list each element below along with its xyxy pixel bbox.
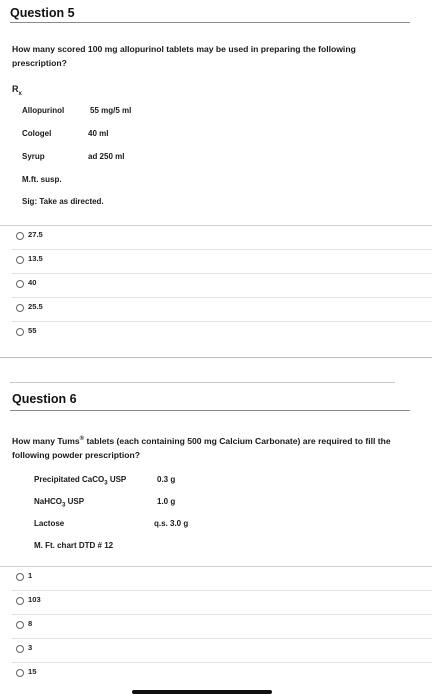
answer-option[interactable] <box>0 226 432 250</box>
radio-button[interactable] <box>16 256 24 264</box>
question-6-text-part: tablets (each containing 500 mg Calcium Carbonate) are required to fill the <box>84 435 391 446</box>
question-6-text-line2: following powder prescription? <box>12 449 140 460</box>
rx-ingredient-amount: q.s. 3.0 g <box>154 519 189 528</box>
radio-button[interactable] <box>16 328 24 336</box>
answer-option[interactable] <box>0 322 432 346</box>
rx-ingredient-amount: 55 mg/5 ml <box>90 106 132 115</box>
section-divider <box>0 357 432 358</box>
subscript: 3 <box>104 480 108 487</box>
rx-symbol: $R_x$ <box>12 84 22 97</box>
answer-option-label: 1 <box>28 571 33 580</box>
question-5-text <box>12 42 422 70</box>
question-5-divider <box>10 22 410 23</box>
answer-option-label: 27.5 <box>28 230 43 239</box>
rx-ingredient-name <box>34 497 84 509</box>
radio-button[interactable] <box>16 232 24 240</box>
radio-button[interactable] <box>16 280 24 288</box>
rx-ingredient-text: USP <box>107 475 127 484</box>
answer-option-label: 40 <box>28 278 37 287</box>
answer-option[interactable] <box>0 274 432 298</box>
question-5-text-line1: How many scored 100 mg allopurinol tablets may be used in preparing the following <box>12 44 356 54</box>
answer-option[interactable] <box>0 567 432 591</box>
answer-option[interactable] <box>0 298 432 322</box>
subscript: 3 <box>62 502 66 509</box>
answer-option[interactable] <box>0 591 432 615</box>
radio-button[interactable] <box>16 597 24 605</box>
rx-sig: Sig: Take as directed. <box>22 197 104 206</box>
question-6-title: Question 6 <box>12 392 77 406</box>
answer-option-label: 55 <box>28 326 37 335</box>
home-indicator-bar <box>132 690 272 694</box>
answer-option-label: 25.5 <box>28 302 43 311</box>
rx-ingredient-name: Cologel <box>22 129 52 138</box>
answer-option[interactable] <box>0 250 432 274</box>
rx-ingredient-amount: 0.3 g <box>157 475 176 484</box>
question-6-divider <box>10 410 410 411</box>
question-5-title: Question 5 <box>10 6 75 20</box>
rx-ingredient-text: NaHCO <box>34 497 63 506</box>
radio-button[interactable] <box>16 304 24 312</box>
radio-button[interactable] <box>16 573 24 581</box>
question-6-text <box>12 432 430 462</box>
rx-ingredient-name: Syrup <box>22 152 45 161</box>
rx-ingredient-text: USP <box>65 497 85 506</box>
rx-mft: M.ft. susp. <box>22 175 62 184</box>
rx-ingredient-amount: 1.0 g <box>157 497 176 506</box>
answer-option[interactable] <box>0 639 432 663</box>
question-6-text-part: How many Tums <box>12 435 80 446</box>
answer-option-label: 15 <box>28 667 37 676</box>
question-5-text-line2: prescription? <box>12 58 67 68</box>
answer-option[interactable] <box>0 663 432 687</box>
answer-option-label: 103 <box>28 595 41 604</box>
radio-button[interactable] <box>16 669 24 677</box>
rx-ingredient-name <box>34 475 126 487</box>
rx-ingredient-amount: ad 250 ml <box>88 152 125 161</box>
question-6-top-rule <box>10 382 395 383</box>
answer-option[interactable] <box>0 615 432 639</box>
radio-button[interactable] <box>16 645 24 653</box>
rx-ingredient-name: Allopurinol <box>22 106 65 115</box>
radio-button[interactable] <box>16 621 24 629</box>
answer-option-label: 13.5 <box>28 254 43 263</box>
rx-ingredient-name: Lactose <box>34 519 65 528</box>
registered-mark: ® <box>79 436 85 442</box>
question-6-text-line1 <box>12 432 430 448</box>
rx-ingredient-text: Precipitated CaCO <box>34 475 105 484</box>
answer-option-label: 3 <box>28 643 33 652</box>
rx-mft: M. Ft. chart DTD # 12 <box>34 541 114 550</box>
rx-ingredient-amount: 40 ml <box>88 129 109 138</box>
answer-option-label: 8 <box>28 619 33 628</box>
